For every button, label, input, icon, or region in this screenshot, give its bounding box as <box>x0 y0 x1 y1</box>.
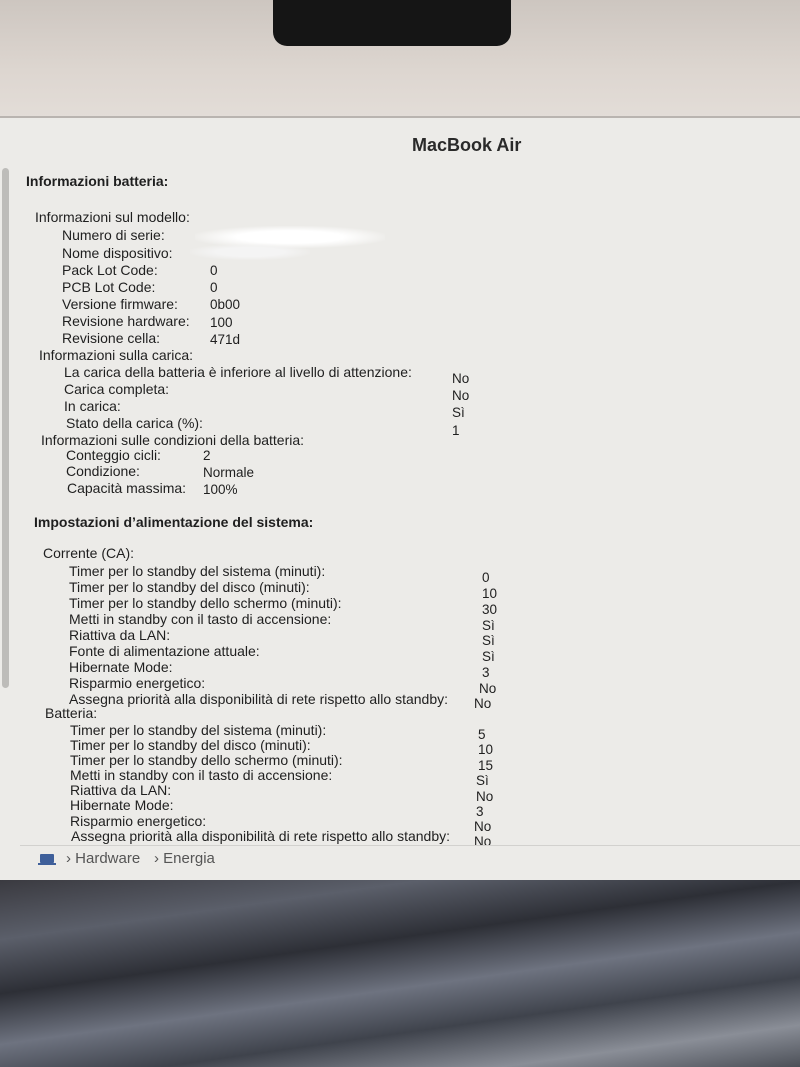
ac-current-power-source-value: Sì <box>482 649 495 664</box>
pack-lot-code-label: Pack Lot Code: <box>62 262 158 278</box>
batt-wake-on-lan-value: No <box>476 789 494 804</box>
breadcrumb-hardware[interactable]: › Hardware <box>66 850 141 867</box>
batt-low-power-value: No <box>474 819 492 834</box>
batt-hibernate-mode-value: 3 <box>476 804 484 819</box>
max-capacity-value: 100% <box>203 482 238 497</box>
batt-hibernate-mode-label: Hibernate Mode: <box>70 797 174 813</box>
charge-state-label: Stato della carica (%): <box>66 415 203 431</box>
pack-lot-code-value: 0 <box>210 263 218 278</box>
system-information-window <box>0 118 800 888</box>
breadcrumb-energia[interactable]: › Energia <box>154 850 215 867</box>
scrollbar-thumb[interactable] <box>2 168 9 688</box>
cell-revision-value: 471d <box>210 332 241 347</box>
batt-disk-sleep-value: 10 <box>478 742 494 757</box>
ac-system-sleep-label: Timer per lo standby del sistema (minuti): <box>69 563 326 579</box>
ac-low-power-label: Risparmio energetico: <box>69 675 206 691</box>
below-warning-level-label: La carica della batteria è inferiore al livello di attenzione: <box>64 364 412 380</box>
battery-section-header: Informazioni batteria: <box>26 173 169 189</box>
ac-network-priority-value: No <box>474 696 492 711</box>
cycle-count-label: Conteggio cicli: <box>66 447 161 463</box>
hardware-revision-label: Revisione hardware: <box>62 313 190 329</box>
condition-value: Normale <box>203 465 255 480</box>
cycle-count-value: 2 <box>203 448 211 463</box>
firmware-version-value: 0b00 <box>210 297 241 312</box>
ac-hibernate-mode-value: 3 <box>482 665 490 680</box>
ac-low-power-value: No <box>479 681 497 696</box>
model-header: Informazioni sul modello: <box>35 209 190 225</box>
path-bar <box>20 845 800 872</box>
ac-network-priority-label: Assegna priorità alla disponibilità di rete rispetto allo standby: <box>69 691 448 707</box>
max-capacity-label: Capacità massima: <box>67 480 187 496</box>
batt-disk-sleep-label: Timer per lo standby del disco (minuti): <box>70 737 311 753</box>
firmware-version-label: Versione firmware: <box>62 296 178 312</box>
health-header: Informazioni sulle condizioni della batteria: <box>41 432 305 448</box>
fully-charged-label: Carica completa: <box>64 381 170 397</box>
ac-power-button-sleep-value: Sì <box>482 618 495 633</box>
charging-value: Sì <box>452 405 465 420</box>
ac-header: Corrente (CA): <box>43 545 135 561</box>
ac-current-power-source-label: Fonte di alimentazione attuale: <box>69 643 260 659</box>
title-bar <box>0 118 800 156</box>
batt-network-priority-value: No <box>474 834 492 849</box>
batt-display-sleep-value: 15 <box>478 758 494 773</box>
ac-display-sleep-label: Timer per lo standby dello schermo (minuti): <box>69 595 342 611</box>
batt-power-button-sleep-value: Sì <box>476 773 489 788</box>
serial-number-label: Numero di serie: <box>62 227 165 243</box>
fully-charged-value: No <box>452 388 470 403</box>
battery-power-header: Batteria: <box>45 705 98 721</box>
ac-wake-on-lan-label: Riattiva da LAN: <box>69 627 171 643</box>
charge-state-value: 1 <box>452 423 460 438</box>
window-title: MacBook Air <box>412 135 522 155</box>
batt-system-sleep-label: Timer per lo standby del sistema (minuti): <box>70 722 327 738</box>
below-warning-level-value: No <box>452 371 470 386</box>
power-settings-header: Impostazioni d’alimentazione del sistema: <box>34 514 314 530</box>
camera-notch <box>273 0 511 46</box>
ac-power-button-sleep-label: Metti in standby con il tasto di accensione: <box>69 611 332 627</box>
ac-disk-sleep-label: Timer per lo standby del disco (minuti): <box>69 579 310 595</box>
charging-label: In carica: <box>64 398 121 414</box>
ac-display-sleep-value: 30 <box>482 602 498 617</box>
pcb-lot-code-label: PCB Lot Code: <box>62 279 156 295</box>
device-name-label: Nome dispositivo: <box>62 245 173 261</box>
batt-display-sleep-label: Timer per lo standby dello schermo (minuti): <box>70 752 343 768</box>
hardware-revision-value: 100 <box>210 315 233 330</box>
pcb-lot-code-value: 0 <box>210 280 218 295</box>
ac-disk-sleep-value: 10 <box>482 586 498 601</box>
breadcrumb-hardware-label: Hardware <box>75 850 141 867</box>
redacted-device-name <box>190 244 310 260</box>
desk-background <box>0 880 800 1067</box>
batt-wake-on-lan-label: Riattiva da LAN: <box>70 782 172 798</box>
ac-system-sleep-value: 0 <box>482 570 490 585</box>
batt-network-priority-label: Assegna priorità alla disponibilità di rete rispetto allo standby: <box>71 828 450 844</box>
charge-header: Informazioni sulla carica: <box>39 347 194 363</box>
ac-wake-on-lan-value: Sì <box>482 633 495 648</box>
laptop-icon <box>40 854 54 863</box>
condition-label: Condizione: <box>66 463 140 479</box>
ac-hibernate-mode-label: Hibernate Mode: <box>69 659 173 675</box>
breadcrumb-energia-label: Energia <box>163 850 215 867</box>
cell-revision-label: Revisione cella: <box>62 330 161 346</box>
batt-low-power-label: Risparmio energetico: <box>70 813 207 829</box>
batt-system-sleep-value: 5 <box>478 727 486 742</box>
batt-power-button-sleep-label: Metti in standby con il tasto di accensione: <box>70 767 333 783</box>
